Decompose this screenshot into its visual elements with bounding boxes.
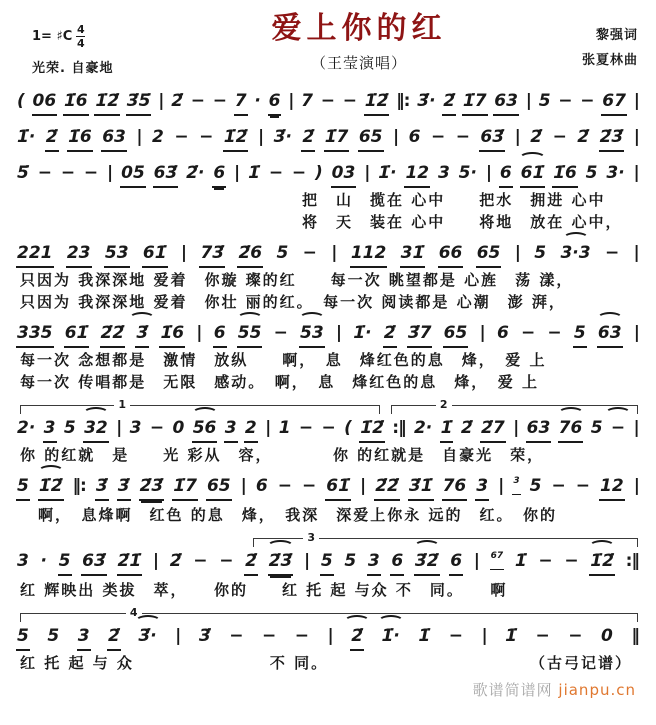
note-token: − xyxy=(149,418,165,438)
note-token: 6 xyxy=(390,548,404,576)
note-token: 3̇1̇ xyxy=(408,473,434,501)
note-token: | xyxy=(288,91,294,111)
note-token: 2̇2̇ xyxy=(100,320,126,348)
note-token: 73̇ xyxy=(199,240,225,268)
score-header xyxy=(14,10,642,76)
note-token: 1̇ xyxy=(248,163,260,183)
note-token: 3· xyxy=(606,163,625,183)
note-token: − xyxy=(610,415,626,441)
header-center xyxy=(190,10,528,73)
tempo-marking: 光荣. 自豪地 xyxy=(32,61,114,76)
note-token: ‖ xyxy=(631,626,639,646)
note-token: − xyxy=(261,626,277,646)
note-token: − xyxy=(580,91,595,111)
note-token: 2̇3̇ xyxy=(268,548,294,576)
note-token: ‖: xyxy=(72,476,86,496)
note-token: 5 xyxy=(63,418,76,438)
music-system xyxy=(14,531,642,601)
note-token: | xyxy=(196,323,202,343)
note-token: | xyxy=(479,323,485,343)
score-body xyxy=(14,86,642,674)
note-token: | xyxy=(335,323,342,343)
note-token: ‖: xyxy=(396,91,410,111)
volta-label: 4 xyxy=(126,606,142,620)
notation-line xyxy=(14,621,642,652)
note-token: 05 xyxy=(120,160,146,188)
note-token: − xyxy=(448,626,463,646)
note-token: 3̇5̇ xyxy=(126,88,152,116)
note-token: | xyxy=(265,418,271,438)
meter-denominator: 4 xyxy=(76,37,85,50)
note-token: 63 xyxy=(101,124,127,152)
note-token: 3 xyxy=(437,163,450,183)
notation-line xyxy=(14,122,642,153)
lyric-line: 红 辉映出 类拔 萃， 你的 红 托 起 与众 不 同。 啊 xyxy=(20,581,508,599)
note-token: 3 xyxy=(77,623,91,651)
note-token: | xyxy=(359,476,366,496)
note-token: 0 xyxy=(601,626,613,646)
composer-credit: 张夏林曲 xyxy=(581,52,638,68)
note-token: 76 xyxy=(442,473,468,501)
note-token: − xyxy=(60,163,76,183)
note-token: | xyxy=(633,243,639,263)
note-token: 63 xyxy=(597,320,623,348)
note-token: 5 xyxy=(344,551,357,571)
music-system xyxy=(14,122,642,153)
note-token: 1̇2̇ xyxy=(359,415,385,443)
note-token: − xyxy=(193,551,208,571)
note-token: 1̇7 xyxy=(462,88,488,116)
note-token: 2̇7 xyxy=(480,415,506,443)
note-token: 03 xyxy=(331,160,357,188)
note-token: | xyxy=(525,91,531,111)
note-token: 55 xyxy=(237,320,263,348)
note-token: | xyxy=(152,551,159,571)
note-token: 3 xyxy=(512,468,520,495)
note-token: | xyxy=(514,243,520,263)
note-token: 63̇ xyxy=(153,160,179,188)
music-system xyxy=(14,158,642,233)
note-token: 5 xyxy=(16,473,30,501)
note-token: 7 xyxy=(234,88,248,116)
note-token: 63̇ xyxy=(479,124,505,152)
note-token: 2̇· xyxy=(186,163,205,183)
note-token: 1̇6 xyxy=(159,320,185,348)
note-token: 1̇ xyxy=(505,626,517,646)
note-token: | xyxy=(240,476,246,496)
note-token: 3 xyxy=(17,551,29,571)
note-token: 2̇ xyxy=(301,124,315,152)
note-token: 221 xyxy=(16,240,54,268)
note-token: | xyxy=(364,163,370,183)
notation-credit: （古弓记谱） xyxy=(529,654,632,672)
note-token: 5 xyxy=(320,548,334,576)
note-token: − xyxy=(273,323,288,343)
watermark-site-name: 歌谱简谱网 xyxy=(472,681,553,699)
note-token: 0 xyxy=(172,418,185,438)
note-token: | xyxy=(498,476,504,496)
note-token: − xyxy=(302,476,317,496)
note-token: 3̇ xyxy=(95,473,109,501)
note-token: − xyxy=(564,551,579,571)
note-token: | xyxy=(234,163,240,183)
note-token: − xyxy=(83,163,99,183)
note-token: 1̇· xyxy=(353,323,372,343)
note-token: 6 xyxy=(255,476,268,496)
note-token: 3̇· xyxy=(273,127,292,147)
note-token: 61̇ xyxy=(520,160,546,188)
note-token: | xyxy=(481,626,487,646)
note-token: 32 xyxy=(83,415,109,443)
note-token: − xyxy=(538,551,553,571)
header-left xyxy=(14,10,190,76)
note-token: − xyxy=(342,91,357,111)
note-token: | xyxy=(136,127,142,147)
note-token: − xyxy=(551,476,566,496)
music-system xyxy=(14,86,642,117)
note-token: − xyxy=(430,127,446,147)
note-token: 335 xyxy=(16,320,54,348)
notation-line xyxy=(14,471,642,504)
note-token: − xyxy=(604,243,620,263)
notation-line xyxy=(14,546,642,579)
note-token: 2· xyxy=(17,418,36,438)
note-token: 1̇7 xyxy=(324,124,350,152)
note-token: 12 xyxy=(404,160,430,188)
note-token: 6 xyxy=(449,548,463,576)
lyric-line: 只因为 我深深地 爱着 你璇 璨的红 每一次 眺望都是 心旌 荡 漾， xyxy=(20,271,574,289)
note-token: − xyxy=(219,551,234,571)
note-token: − xyxy=(268,163,284,183)
time-signature xyxy=(76,24,85,49)
note-token: | xyxy=(180,243,187,263)
note-token: 3̇ xyxy=(198,626,211,646)
note-token: − xyxy=(455,127,470,147)
note-token: | xyxy=(514,127,520,147)
note-token: | xyxy=(633,127,639,147)
note-token: − xyxy=(575,476,591,496)
note-token: 63 xyxy=(493,88,519,116)
note-token: 6 xyxy=(212,160,226,188)
lyric-line: 每一次 传唱都是 无限 感动。 啊， 息 烽红色的息 烽， 爱 上 xyxy=(20,373,539,391)
lyric-line: 将 天 装在 心中 将地 放在 心中， xyxy=(302,213,623,231)
note-token: 23 xyxy=(66,240,92,268)
volta-label: 2 xyxy=(436,398,452,412)
note-token: 2̇ xyxy=(442,88,456,116)
note-token: 53 xyxy=(104,240,130,268)
note-token: 2̇3̇ xyxy=(599,124,625,152)
note-token: 5̇ xyxy=(17,163,29,183)
note-token: 1̇2̇ xyxy=(364,88,390,116)
note-token: 67 xyxy=(601,88,627,116)
note-token: 3 xyxy=(129,418,142,438)
volta-label: 1 xyxy=(114,398,130,412)
meter-numerator: 4 xyxy=(76,23,85,36)
note-token: · xyxy=(254,91,261,111)
note-token: | xyxy=(158,91,164,111)
lyric-line: 红 托 起 与 众 不 同。 （古弓记谱） xyxy=(20,654,632,672)
music-system xyxy=(14,471,642,526)
note-token: | xyxy=(392,127,399,147)
note-token: − xyxy=(199,127,214,147)
note-token: − xyxy=(535,626,550,646)
note-token: 66 xyxy=(438,240,464,268)
note-token: 67 xyxy=(490,543,505,570)
note-token: | xyxy=(303,551,310,571)
lyric-line: 每一次 念想都是 激情 放纵 啊， 息 烽红色的息 烽， 爱 上 xyxy=(20,351,547,369)
note-token: 5 xyxy=(47,626,60,646)
note-token: 2 xyxy=(152,127,164,147)
note-token: 3 xyxy=(43,415,57,443)
notation-line xyxy=(14,413,642,444)
note-token: − xyxy=(277,476,292,496)
note-token: 3·3 xyxy=(559,240,591,266)
note-token: 5· xyxy=(458,163,477,183)
note-token: 65 xyxy=(476,240,502,268)
music-system xyxy=(14,606,642,674)
note-token: 2̇6 xyxy=(237,240,263,268)
note-token: 2̇3̇ xyxy=(139,473,165,501)
note-token: | xyxy=(633,476,639,496)
note-token: 2̇2̇ xyxy=(374,473,400,501)
note-token: − xyxy=(558,91,573,111)
note-token: − xyxy=(174,127,189,147)
note-token: − xyxy=(302,243,317,263)
note-token: 3̇· xyxy=(417,91,436,111)
notation-line xyxy=(14,318,642,349)
note-token: 2̇ xyxy=(107,623,121,651)
note-token: 1̇· xyxy=(378,163,397,183)
note-token: 63 xyxy=(526,415,552,443)
note-token: 53 xyxy=(299,320,325,348)
note-token: · xyxy=(40,551,47,571)
note-token: | xyxy=(331,243,337,263)
lyric-line: 只因为 我深深地 爱着 你壮 丽的红。 每一次 阅读都是 心潮 澎 湃， xyxy=(20,293,566,311)
note-token: 6 xyxy=(213,320,227,348)
volta-row xyxy=(14,606,642,621)
note-token: 3̇ xyxy=(117,473,131,501)
note-token: | xyxy=(116,418,122,438)
note-token: | xyxy=(633,323,639,343)
note-token: 1̇· xyxy=(381,623,401,649)
note-token: | xyxy=(107,163,113,183)
note-token: − xyxy=(320,91,335,111)
note-token: 1̇2̇ xyxy=(223,124,249,152)
note-token: ( xyxy=(344,418,352,438)
note-token: − xyxy=(552,127,567,147)
note-token: − xyxy=(321,418,336,438)
note-token: 61̇ xyxy=(64,320,90,348)
note-token: 2̇ xyxy=(171,91,184,111)
note-token: | xyxy=(327,626,333,646)
note-token: | xyxy=(633,91,639,111)
note-token: | xyxy=(485,163,492,183)
music-system xyxy=(14,318,642,393)
note-token: 3̇2̇ xyxy=(414,548,440,576)
notation-line xyxy=(14,238,642,269)
volta-bracket xyxy=(20,606,637,622)
note-token: 2̇ xyxy=(169,551,182,571)
note-token: 61̇ xyxy=(325,473,351,501)
note-token: 56 xyxy=(192,415,218,443)
note-token: 12 xyxy=(599,473,625,501)
note-token: 5 xyxy=(590,418,603,438)
note-token: 3 xyxy=(475,473,489,501)
note-token: 112 xyxy=(350,240,388,268)
note-token: 5 xyxy=(276,243,289,263)
note-token: 5 xyxy=(534,243,547,263)
note-token: 1̇6 xyxy=(67,124,93,152)
note-token: 3̇ xyxy=(135,320,149,348)
note-token: | xyxy=(513,418,519,438)
note-token: ( xyxy=(17,91,25,111)
note-token: 5 xyxy=(538,91,551,111)
note-token: 5 xyxy=(16,623,30,651)
note-token: 1̇7 xyxy=(172,473,198,501)
notation-line xyxy=(14,158,642,189)
note-token: 65 xyxy=(206,473,232,501)
note-token: 5 xyxy=(529,476,542,496)
note-token: 6 xyxy=(408,127,421,147)
note-token: 1̇6 xyxy=(63,88,89,116)
volta-row xyxy=(14,531,642,546)
notation-line xyxy=(14,86,642,117)
note-token: 1 xyxy=(278,418,291,438)
note-token: 1̇ xyxy=(418,626,431,646)
note-token: 1̇ xyxy=(514,551,527,571)
note-token: − xyxy=(294,626,309,646)
note-token: 6 xyxy=(496,323,509,343)
note-token: 65 xyxy=(443,320,469,348)
note-token: 61̇ xyxy=(142,240,168,268)
note-token: 6 xyxy=(268,88,282,116)
note-token: 1̇6 xyxy=(552,160,578,188)
note-token: 63̇ xyxy=(81,548,107,576)
note-token: 6 xyxy=(499,160,513,188)
note-token: − xyxy=(229,626,244,646)
note-token: | xyxy=(633,163,639,183)
note-token: 5 xyxy=(58,548,72,576)
lyricist-credit: 黎强词 xyxy=(595,28,638,43)
key-meter-row xyxy=(32,24,190,49)
note-token: 1̇2̇ xyxy=(38,473,64,501)
note-token: − xyxy=(298,418,314,438)
volta-label: 3 xyxy=(303,531,319,545)
note-token: 1̇ xyxy=(440,415,454,443)
note-token: :‖ xyxy=(625,551,639,571)
volta-bracket xyxy=(253,531,638,547)
note-token: 1̇2̇ xyxy=(589,548,615,576)
note-token: 5 xyxy=(585,163,598,183)
note-token: 2̇ xyxy=(244,548,258,576)
lyric-line: 你 的红就 是 光 彩从 容， 你 的红就是 自豪光 荣， xyxy=(20,446,545,464)
note-token: − xyxy=(37,163,52,183)
note-token: 1̇2̇ xyxy=(94,88,120,116)
note-token: 3̇7 xyxy=(407,320,433,348)
note-token: − xyxy=(212,91,228,111)
lyric-line: 啊， 息烽啊 红色 的息 烽， 我深 深爱上你永 远的 红。 你的 xyxy=(38,506,557,524)
watermark xyxy=(14,679,642,700)
note-token: 5 xyxy=(573,320,587,348)
note-token: 2̇ xyxy=(577,127,590,147)
performer-credit: （王莹演唱） xyxy=(310,53,407,72)
note-token: 76 xyxy=(558,415,584,443)
note-token: − xyxy=(291,163,307,183)
note-token: 65 xyxy=(358,124,384,152)
song-title: 爱上你的红 xyxy=(271,11,447,46)
note-token: | xyxy=(633,418,639,438)
note-token: 2 xyxy=(244,415,258,443)
note-token: 3 xyxy=(367,548,381,576)
note-token: | xyxy=(175,626,181,646)
note-token: 2̇ xyxy=(383,320,397,348)
lyric-line: 把 山 揽在 心中 把水 拥进 心中 xyxy=(302,191,606,209)
note-token: 2̇1̇ xyxy=(117,548,143,576)
note-token: − xyxy=(568,626,583,646)
note-token: | xyxy=(257,127,264,147)
note-token: 3̇· xyxy=(137,623,157,649)
note-token: 2̇ xyxy=(530,127,543,147)
note-token: 2̇ xyxy=(350,623,364,651)
note-token: − xyxy=(190,91,206,111)
watermark-url: jianpu.cn xyxy=(558,681,636,699)
note-token: 7 xyxy=(301,91,313,111)
note-token: − xyxy=(547,323,562,343)
volta-bracket xyxy=(391,398,638,414)
note-token: 1̇· xyxy=(17,127,36,147)
note-token: 2̇ xyxy=(460,418,473,438)
key-signature: 1= ♯C xyxy=(32,29,73,44)
note-token: :‖ xyxy=(392,418,406,438)
note-token: | xyxy=(473,551,479,571)
note-token: 2· xyxy=(413,418,433,438)
music-system xyxy=(14,398,642,466)
note-token: 2̇ xyxy=(45,124,59,152)
note-token: 06 xyxy=(32,88,58,116)
note-token: ) xyxy=(315,163,323,183)
note-token: − xyxy=(520,323,536,343)
note-token: 3 xyxy=(224,415,238,443)
header-right xyxy=(528,10,642,73)
music-system xyxy=(14,238,642,313)
note-token: 31̇ xyxy=(400,240,426,268)
